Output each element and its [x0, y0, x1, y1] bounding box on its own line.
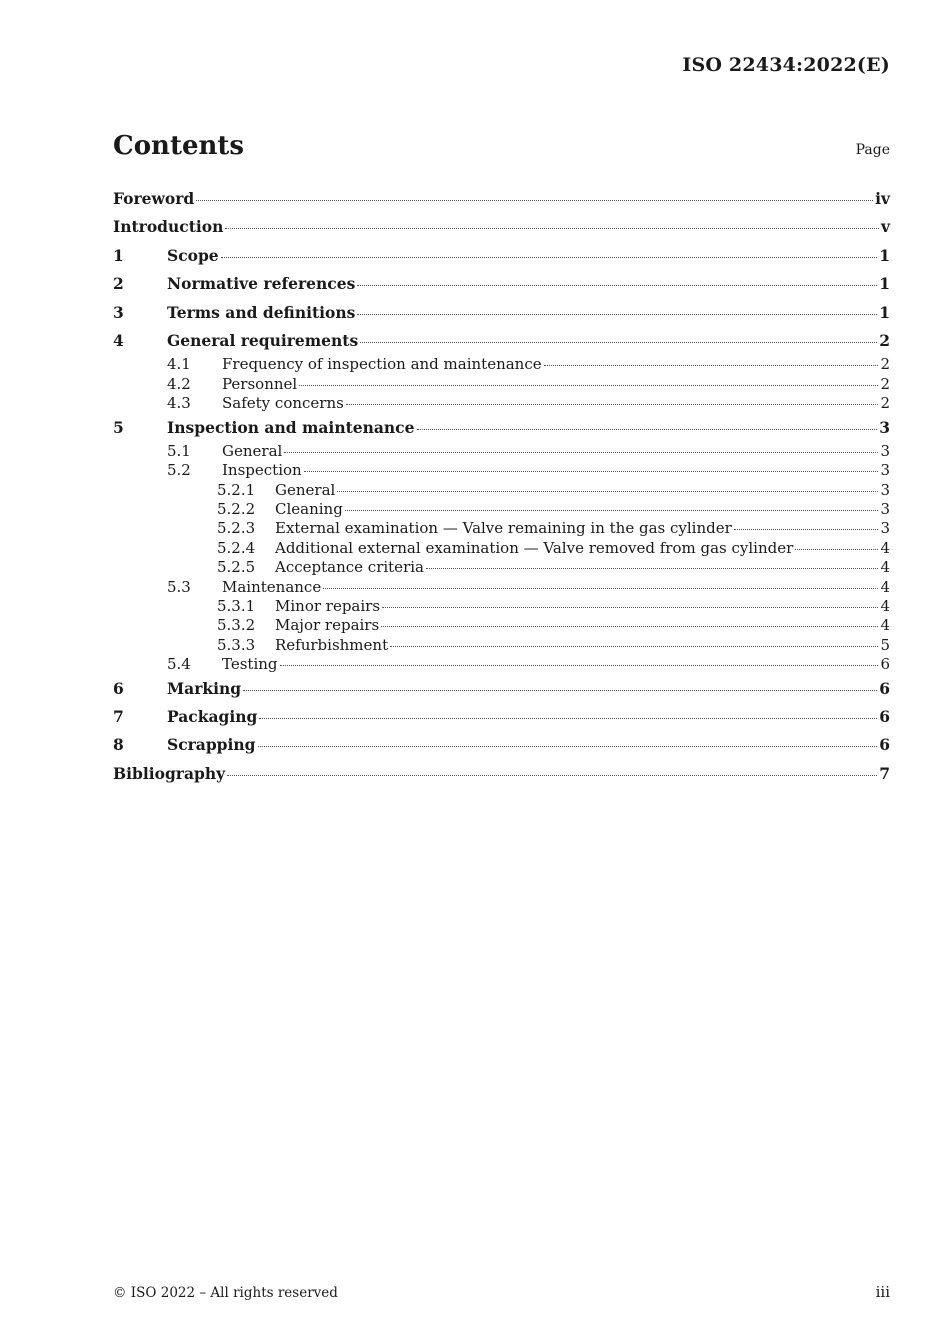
toc-entry[interactable] — [113, 242, 890, 270]
toc-entry-page: 3 — [880, 441, 890, 460]
toc-entry[interactable] — [113, 394, 890, 413]
toc-entry[interactable] — [113, 760, 890, 788]
toc-entry-title: Introduction — [113, 217, 224, 237]
toc-entry[interactable] — [113, 597, 890, 616]
dot-leader — [417, 428, 878, 430]
dot-leader — [426, 567, 878, 569]
toc-entry-page: 3 — [880, 480, 890, 499]
toc-entry-title: Maintenance — [222, 577, 322, 596]
toc-entry-page: 6 — [879, 706, 890, 726]
toc-entry-title: Personnel — [222, 374, 298, 393]
toc-entry-title: Packaging — [167, 706, 258, 726]
toc-entry[interactable] — [113, 539, 890, 558]
contents-heading: Contents — [113, 131, 245, 161]
dot-leader — [346, 403, 879, 405]
toc-entry-number: 5.3.2 — [217, 616, 256, 635]
toc-entry[interactable] — [113, 558, 890, 577]
toc-entry[interactable] — [113, 500, 890, 519]
toc-entry-number: 6 — [113, 678, 124, 698]
toc-entry[interactable] — [113, 578, 890, 597]
toc-entry-number: 5 — [113, 417, 124, 437]
toc-entry-page: 2 — [880, 374, 890, 393]
toc-entry[interactable] — [113, 355, 890, 374]
dot-leader — [795, 548, 878, 550]
toc-entry-title: Terms and definitions — [167, 302, 356, 322]
toc-entry-number: 7 — [113, 706, 124, 726]
toc-entry-number: 4.2 — [167, 374, 191, 393]
dot-leader — [390, 645, 878, 647]
toc-entry-number: 4 — [113, 330, 124, 350]
dot-leader — [337, 490, 878, 492]
toc-entry[interactable] — [113, 461, 890, 480]
toc-entry-page: 2 — [880, 355, 890, 374]
toc-entry-page: 4 — [880, 616, 890, 635]
dot-leader — [734, 528, 879, 530]
toc-entry[interactable] — [113, 703, 890, 731]
toc-entry-number: 5.1 — [167, 441, 191, 460]
dot-leader — [259, 717, 877, 719]
toc-entry-page: 3 — [880, 519, 890, 538]
toc-entry-title: External examination — Valve remaining in the gas cylinder — [275, 519, 732, 538]
dot-leader — [284, 451, 878, 453]
toc-entry-page: 4 — [880, 558, 890, 577]
toc-entry-title: Acceptance criteria — [275, 558, 424, 577]
dot-leader — [357, 284, 877, 286]
toc-entry[interactable] — [113, 519, 890, 538]
dot-leader — [243, 689, 877, 691]
toc-entry-title: Inspection — [222, 461, 302, 480]
dot-leader — [357, 313, 877, 315]
dot-leader — [227, 774, 877, 776]
toc-entry-page: 3 — [880, 461, 890, 480]
toc-entry-number: 5.3 — [167, 577, 191, 596]
toc-entry-page: 4 — [880, 538, 890, 557]
toc-entry-title: Scope — [167, 245, 219, 265]
toc-entry-page: 6 — [879, 735, 890, 755]
toc-entry-title: Inspection and maintenance — [167, 417, 415, 437]
dot-leader — [323, 587, 878, 589]
toc-entry-title: Normative references — [167, 274, 356, 294]
toc-entry-title: Scrapping — [167, 735, 256, 755]
dot-leader — [360, 341, 877, 343]
toc-entry-number: 5.2 — [167, 461, 191, 480]
toc-entry[interactable] — [113, 414, 890, 442]
toc-entry-page: 2 — [880, 394, 890, 413]
toc-entry-number: 5.2.5 — [217, 558, 256, 577]
toc-entry-page: 2 — [879, 330, 890, 350]
toc-entry[interactable] — [113, 270, 890, 298]
toc-entry-title: Cleaning — [275, 500, 343, 519]
toc-entry[interactable] — [113, 731, 890, 759]
toc-entry-page: 4 — [880, 597, 890, 616]
toc-entry[interactable] — [113, 185, 890, 213]
toc-entry-page: 4 — [880, 577, 890, 596]
toc-entry-number: 5.4 — [167, 655, 191, 674]
toc-entry-title: Testing — [222, 655, 278, 674]
toc-entry-title: General — [222, 441, 283, 460]
toc-entry[interactable] — [113, 481, 890, 500]
toc-entry-number: 5.2.3 — [217, 519, 256, 538]
toc-entry[interactable] — [113, 299, 890, 327]
toc-entry-page: 3 — [879, 417, 890, 437]
toc-entry-number: 8 — [113, 735, 124, 755]
toc-entry[interactable] — [113, 442, 890, 461]
dot-leader — [544, 364, 879, 366]
toc-entry-page: 1 — [879, 245, 890, 265]
dot-leader — [196, 199, 873, 201]
toc-entry-number: 5.3.3 — [217, 635, 256, 654]
toc-entry-title: Foreword — [113, 189, 195, 208]
toc-entry[interactable] — [113, 375, 890, 394]
toc-entry-page: 3 — [880, 500, 890, 519]
dot-leader — [381, 625, 878, 627]
toc-entry-number: 5.2.1 — [217, 480, 256, 499]
dot-leader — [345, 509, 879, 511]
dot-leader — [221, 256, 878, 258]
dot-leader — [280, 664, 879, 666]
dot-leader — [304, 470, 879, 472]
toc-entry-number: 1 — [113, 245, 124, 265]
toc-entry-title: Frequency of inspection and maintenance — [222, 355, 542, 374]
toc-entry-page: v — [880, 217, 890, 237]
toc-entry[interactable] — [113, 636, 890, 655]
toc-entry-page: 1 — [879, 274, 890, 294]
toc-entry[interactable] — [113, 213, 890, 241]
toc-entry-page: 6 — [880, 655, 890, 674]
dot-leader — [382, 606, 878, 608]
toc-entry-number: 2 — [113, 274, 124, 294]
page-column-label: Page — [855, 142, 890, 158]
toc-entry-number: 5.2.2 — [217, 500, 256, 519]
toc-entry-page: 5 — [880, 635, 890, 654]
page-number: iii — [875, 1283, 890, 1301]
toc-entry-title: Refurbishment — [275, 635, 389, 654]
toc-entry-number: 4.3 — [167, 394, 191, 413]
toc-entry-title: Marking — [167, 678, 242, 698]
dot-leader — [225, 227, 879, 229]
toc-entry-page: 6 — [879, 678, 890, 698]
toc-entry-number: 4.1 — [167, 355, 191, 374]
toc-entry[interactable] — [113, 655, 890, 674]
toc-entry-title: General — [275, 480, 336, 499]
toc-entry-title: Additional external examination — Valve removed from gas cylinder — [275, 538, 794, 557]
toc-entry-number: 5.3.1 — [217, 597, 256, 616]
toc-entry-title: Safety concerns — [222, 394, 344, 413]
toc-entry[interactable] — [113, 616, 890, 635]
toc-entry-number: 5.2.4 — [217, 538, 256, 557]
document-id: ISO 22434:2022(E) — [682, 54, 890, 76]
toc-entry-title: Minor repairs — [275, 597, 381, 616]
toc-entry-page: iv — [875, 189, 890, 208]
toc-entry-title: General requirements — [167, 330, 359, 350]
toc-entry[interactable] — [113, 327, 890, 355]
toc-entry-page: 7 — [879, 763, 890, 783]
toc-entry-number: 3 — [113, 302, 124, 322]
copyright-footer: © ISO 2022 – All rights reserved — [113, 1285, 338, 1301]
table-of-contents — [113, 185, 890, 788]
toc-entry[interactable] — [113, 675, 890, 703]
toc-entry-page: 1 — [879, 302, 890, 322]
toc-entry-title: Major repairs — [275, 616, 380, 635]
dot-leader — [299, 384, 878, 386]
dot-leader — [258, 745, 878, 747]
toc-entry-title: Bibliography — [113, 763, 226, 783]
